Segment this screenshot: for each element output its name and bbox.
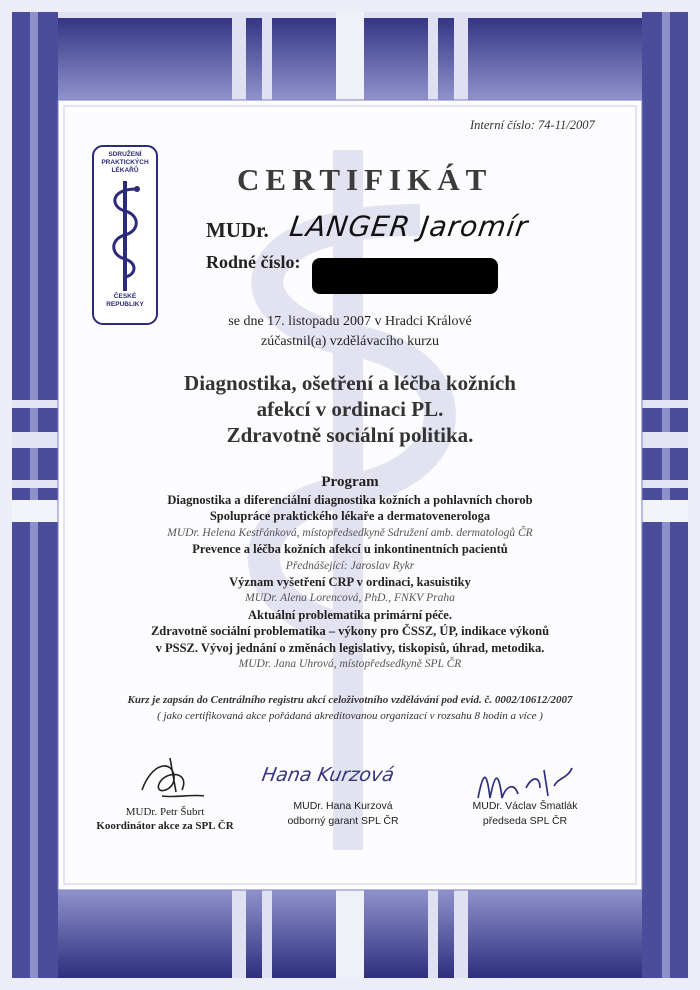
program-line: Význam vyšetření CRP v ordinaci, kasuistiky bbox=[229, 575, 471, 590]
recipient-prefix: MUDr. bbox=[206, 218, 269, 242]
signature-name: MUDr. Hana Kurzová bbox=[293, 800, 393, 812]
recipient-handwritten-name: LANGER Jaromír bbox=[287, 210, 531, 243]
signature-subrt-icon bbox=[132, 752, 212, 802]
course-title-line: Diagnostika, ošetření a léčba kožních bbox=[184, 371, 516, 395]
signature-role: předseda SPL ČR bbox=[482, 815, 568, 827]
program-line: MUDr. Jana Uhrová, místopředsedkyně SPL ČR bbox=[238, 658, 462, 671]
signature-name: MUDr. Petr Šubrt bbox=[125, 806, 205, 818]
program-line: MUDr. Alena Lorencová, PhD., FNKV Praha bbox=[245, 592, 455, 605]
registry-note: ( jako certifikovaná akce pořádaná akreditovanou organizací v rozsahu 8 hodin a více ) bbox=[157, 710, 543, 722]
program-line: Přednášející: Jaroslav Rykr bbox=[285, 559, 415, 572]
birth-number-label: Rodné číslo: bbox=[206, 252, 301, 272]
program-line: Prevence a léčba kožních afekcí u inkontinentních pacientů bbox=[192, 542, 508, 557]
program-line: v PSSZ. Vývoj jednání o změnách legislativy, tiskopisů, úhrad, metodika. bbox=[155, 640, 545, 655]
program-line: Spolupráce praktického lékaře a dermatovenerologa bbox=[209, 509, 491, 524]
signature-kurzova-handwriting: Hana Kurzová bbox=[260, 764, 396, 786]
logo-bottom-text: ČESKÉ REPUBLIKY bbox=[106, 293, 144, 308]
internal-number: Interní číslo: 74-11/2007 bbox=[470, 118, 595, 132]
signature-role: Koordinátor akce za SPL ČR bbox=[96, 820, 234, 832]
course-title bbox=[150, 370, 550, 448]
registry-line: Kurz je zapsán do Centrálního registru akcí celoživotního vzdělávání pod evid. č. 0002/10612/2007 bbox=[127, 694, 573, 706]
signature-role: odborný garant SPL ČR bbox=[287, 815, 399, 827]
signature-name: MUDr. Václav Šmatlák bbox=[472, 800, 578, 812]
program-list bbox=[90, 492, 610, 672]
course-title-line: Zdravotně sociální politika. bbox=[226, 423, 474, 447]
logo-top-text: SDRUŽENÍ PRAKTICKÝCH LÉKAŘŮ bbox=[101, 151, 149, 174]
program-heading: Program bbox=[321, 474, 379, 490]
program-line: Diagnostika a diferenciální diagnostika kožních a pohlavních chorob bbox=[167, 493, 533, 507]
course-title-line: afekcí v ordinaci PL. bbox=[256, 397, 444, 421]
program-line: Zdravotně sociální problematika – výkony pro ČSSZ, ÚP, indikace výkonů bbox=[150, 624, 550, 639]
organization-logo bbox=[92, 145, 158, 325]
redaction-block bbox=[312, 258, 498, 294]
program-line: Aktuální problematika primární péče. bbox=[248, 607, 452, 622]
program-line: MUDr. Helena Kestřánková, místopředsedkyně Sdružení amb. dermatologů ČR bbox=[167, 526, 533, 539]
place-date-line: se dne 17. listopadu 2007 v Hradci Králové bbox=[228, 314, 472, 329]
signature-smatlak-icon bbox=[470, 758, 580, 806]
certificate-title: CERTIFIKÁT bbox=[237, 162, 493, 197]
attended-line: zúčastnil(a) vzdělávacího kurzu bbox=[260, 334, 440, 349]
